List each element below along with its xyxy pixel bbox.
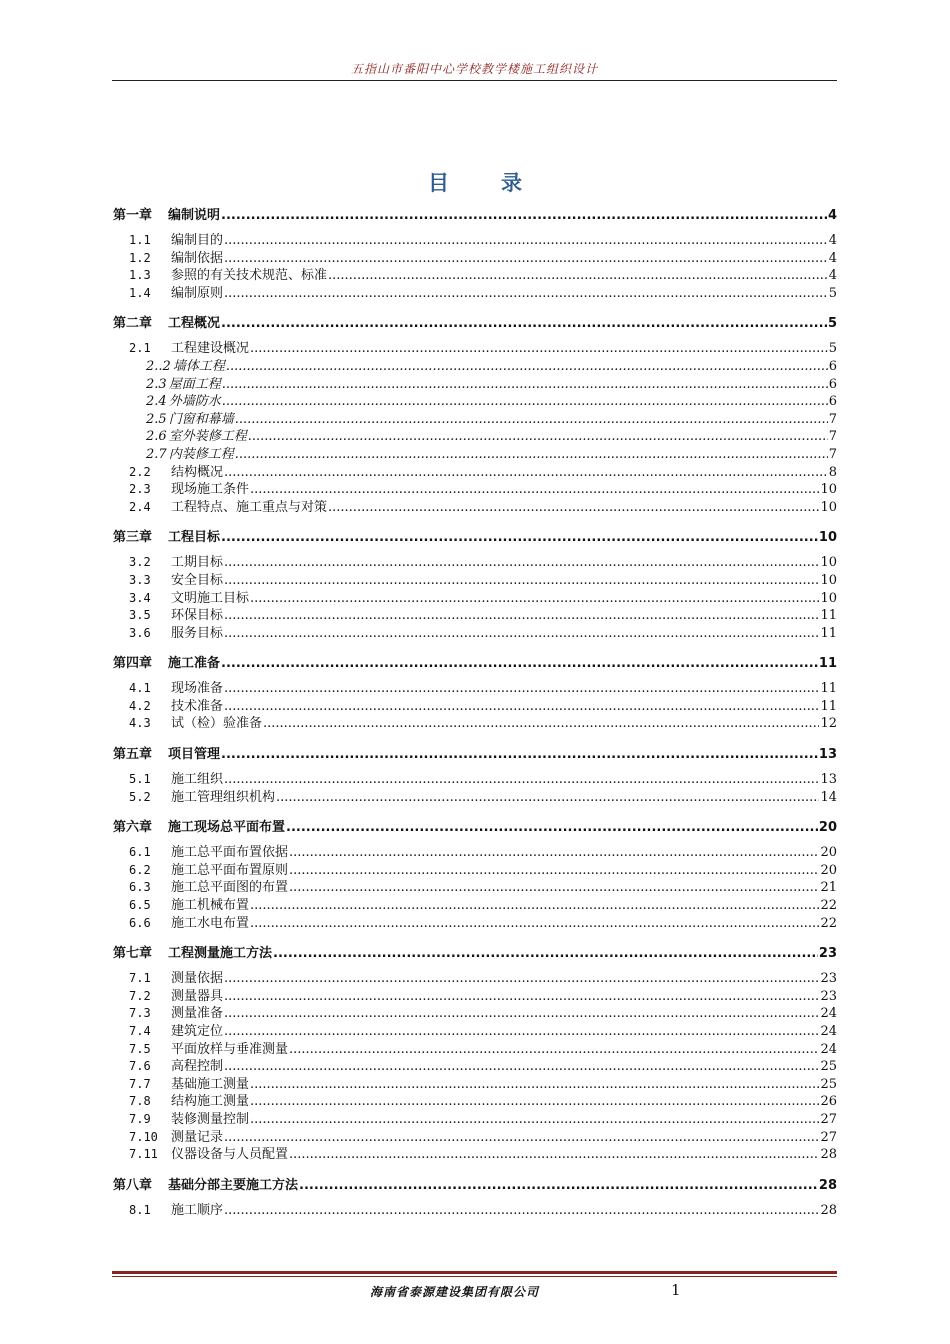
toc-entry-number: 8.1 xyxy=(129,1202,151,1217)
toc-entry-title: 外墙防水 xyxy=(168,394,221,410)
toc-section-row[interactable] xyxy=(113,1093,837,1111)
toc-section-row[interactable] xyxy=(113,1111,837,1129)
toc-entry-page: 10 xyxy=(820,482,837,498)
table-of-contents xyxy=(113,203,837,1219)
header-title: 五指山市番阳中心学校教学楼施工组织设计 xyxy=(350,62,598,76)
toc-section-row[interactable] xyxy=(113,915,837,933)
toc-dot-leader xyxy=(289,1146,819,1164)
toc-chapter-row[interactable] xyxy=(113,1177,837,1195)
toc-dot-leader xyxy=(224,464,828,482)
toc-section-row[interactable] xyxy=(113,250,837,268)
toc-chapter-row[interactable] xyxy=(113,945,837,963)
toc-entry-page: 11 xyxy=(820,608,837,624)
toc-section-row[interactable] xyxy=(113,1023,837,1041)
toc-gap xyxy=(113,806,837,815)
footer-rule-thick xyxy=(112,1271,837,1274)
toc-section-row[interactable] xyxy=(113,554,837,572)
toc-entry-page: 13 xyxy=(820,772,837,788)
toc-dot-leader xyxy=(250,1093,819,1111)
toc-entry-number: 2.7 xyxy=(146,446,167,462)
toc-entry-page: 6 xyxy=(828,358,837,374)
toc-dot-leader xyxy=(222,376,828,394)
toc-entry-title: 现场准备 xyxy=(171,681,224,697)
toc-dot-leader xyxy=(250,897,819,915)
toc-entry-number: 3.5 xyxy=(129,608,151,623)
toc-entry-page: 25 xyxy=(820,1076,837,1092)
toc-entry-number: 7.8 xyxy=(129,1094,151,1109)
toc-section-row[interactable] xyxy=(113,715,837,733)
toc-dot-leader xyxy=(221,655,818,673)
toc-entry-title: 参照的有关技术规范、标准 xyxy=(171,268,328,284)
toc-dot-leader xyxy=(224,554,819,572)
toc-entry-page: 27 xyxy=(820,1129,837,1145)
toc-entry-number: 6.5 xyxy=(129,898,151,913)
toc-entry-page: 23 xyxy=(818,946,837,962)
toc-section-row[interactable] xyxy=(113,680,837,698)
toc-chapter-row[interactable] xyxy=(113,315,837,333)
toc-entry-page: 11 xyxy=(820,681,837,697)
toc-dot-leader xyxy=(263,715,819,733)
toc-dot-leader xyxy=(224,1023,819,1041)
toc-dot-leader xyxy=(221,746,818,764)
toc-entry-number: 7.10 xyxy=(129,1129,158,1144)
toc-dot-leader xyxy=(235,411,828,429)
toc-entry-title: 测量记录 xyxy=(171,1129,224,1145)
toc-entry-number: 第四章 xyxy=(113,656,153,672)
toc-entry-number: 1.4 xyxy=(129,285,151,300)
toc-dot-leader xyxy=(224,698,819,716)
toc-section-row[interactable] xyxy=(113,879,837,897)
toc-entry-number: 第六章 xyxy=(113,820,153,836)
toc-entry-number: 7.9 xyxy=(129,1111,151,1126)
toc-title: 目录 xyxy=(428,171,574,195)
toc-section-row[interactable] xyxy=(113,607,837,625)
toc-entry-title: 施工顺序 xyxy=(171,1202,224,1218)
toc-entry-number: 5.1 xyxy=(129,772,151,787)
toc-dot-leader xyxy=(250,1076,819,1094)
toc-entry-number: 7.11 xyxy=(129,1147,158,1162)
toc-dot-leader xyxy=(273,945,818,963)
toc-entry-title: 测量依据 xyxy=(171,971,224,987)
toc-entry-title: 工程测量施工方法 xyxy=(168,946,273,962)
toc-entry-title: 服务目标 xyxy=(171,625,224,641)
toc-entry-title: 高程控制 xyxy=(171,1059,224,1075)
toc-entry-page: 28 xyxy=(820,1202,837,1218)
toc-entry-number: 6.3 xyxy=(129,880,151,895)
toc-section-row[interactable] xyxy=(113,340,837,358)
toc-entry-page: 26 xyxy=(820,1094,837,1110)
toc-entry-page: 28 xyxy=(820,1147,837,1163)
toc-entry-page: 10 xyxy=(820,572,837,588)
toc-entry-number: 第七章 xyxy=(113,946,153,962)
toc-section-row[interactable] xyxy=(113,844,837,862)
toc-entry-title: 施工机械布置 xyxy=(171,898,250,914)
toc-section-row[interactable] xyxy=(113,698,837,716)
toc-entry-title: 室外装修工程 xyxy=(168,429,247,445)
toc-entry-title: 测量准备 xyxy=(171,1006,224,1022)
toc-entry-page: 20 xyxy=(820,845,837,861)
toc-entry-page: 24 xyxy=(820,1024,837,1039)
toc-entry-title: 装修测量控制 xyxy=(171,1111,250,1127)
toc-dot-leader xyxy=(221,529,818,547)
toc-section-row[interactable] xyxy=(113,771,837,789)
toc-section-row[interactable] xyxy=(113,267,837,285)
toc-entry-number: 第八章 xyxy=(113,1177,153,1193)
toc-entry-page: 6 xyxy=(828,376,837,392)
toc-entry-number: 1.3 xyxy=(129,268,151,283)
toc-section-row[interactable] xyxy=(113,1146,837,1164)
toc-entry-number: 4.3 xyxy=(129,716,151,731)
toc-entry-number: 6.2 xyxy=(129,862,151,877)
toc-entry-number: 4.1 xyxy=(129,681,151,696)
toc-entry-title: 工程特点、施工重点与对策 xyxy=(171,499,328,515)
toc-dot-leader xyxy=(289,1041,819,1059)
toc-entry-title: 结构概况 xyxy=(171,464,224,480)
toc-entry-page: 4 xyxy=(828,268,837,284)
toc-dot-leader xyxy=(224,572,819,590)
toc-entry-page: 22 xyxy=(820,915,837,931)
page-header xyxy=(112,58,837,81)
toc-entry-number: 7.4 xyxy=(129,1024,151,1038)
toc-entry-page: 5 xyxy=(828,341,837,357)
toc-gap xyxy=(113,1164,837,1173)
toc-entry-page: 20 xyxy=(818,820,837,836)
toc-entry-title: 平面放样与垂准测量 xyxy=(171,1041,289,1057)
toc-entry-page: 21 xyxy=(820,880,837,896)
toc-chapter-row[interactable] xyxy=(113,529,837,547)
toc-entry-page: 12 xyxy=(820,716,837,732)
toc-entry-title: 墙体工程 xyxy=(172,358,225,374)
toc-entry-page: 11 xyxy=(820,698,837,714)
toc-dot-leader xyxy=(276,789,819,807)
toc-entry-title: 结构施工测量 xyxy=(171,1094,250,1110)
toc-entry-title: 施工准备 xyxy=(168,656,221,672)
toc-entry-page: 27 xyxy=(820,1111,837,1127)
toc-gap xyxy=(113,733,837,742)
toc-entry-number: 1.1 xyxy=(129,233,151,247)
toc-dot-leader xyxy=(250,340,828,358)
toc-entry-page: 11 xyxy=(818,656,837,672)
toc-entry-number: 2.3 xyxy=(146,376,167,392)
toc-entry-number: 7.3 xyxy=(129,1006,151,1021)
toc-dot-leader xyxy=(250,590,819,608)
toc-dot-leader xyxy=(286,819,818,837)
toc-section-row[interactable] xyxy=(113,970,837,988)
toc-chapter-row[interactable] xyxy=(113,819,837,837)
toc-entry-number: 3.2 xyxy=(129,555,151,570)
toc-sub-row[interactable] xyxy=(113,411,837,429)
toc-gap xyxy=(113,516,837,525)
toc-dot-leader xyxy=(224,625,819,643)
toc-entry-title: 施工组织 xyxy=(171,772,224,788)
toc-entry-title: 施工水电布置 xyxy=(171,915,250,931)
toc-entry-number: 2.6 xyxy=(146,429,167,445)
toc-entry-title: 仪器设备与人员配置 xyxy=(171,1147,289,1163)
toc-dot-leader xyxy=(224,1202,819,1220)
toc-entry-title: 施工总平面布置依据 xyxy=(171,845,289,861)
footer-company: 海南省泰源建设集团有限公司 xyxy=(370,1285,540,1299)
toc-section-row[interactable] xyxy=(113,499,837,517)
toc-entry-title: 屋面工程 xyxy=(168,376,221,392)
toc-sub-row[interactable] xyxy=(113,393,837,411)
toc-entry-page: 4 xyxy=(828,233,837,248)
toc-dot-leader xyxy=(224,1058,819,1076)
toc-section-row[interactable] xyxy=(113,1076,837,1094)
toc-entry-page: 11 xyxy=(820,625,837,641)
toc-entry-title: 编制依据 xyxy=(171,250,224,266)
toc-entry-number: 2.3 xyxy=(129,482,151,497)
toc-section-row[interactable] xyxy=(113,1005,837,1023)
toc-entry-title: 内装修工程 xyxy=(168,446,234,462)
toc-entry-page: 5 xyxy=(828,285,837,301)
toc-dot-leader xyxy=(224,285,828,303)
toc-dot-leader xyxy=(221,315,827,333)
toc-entry-number: 7.5 xyxy=(129,1041,151,1056)
toc-entry-number: 5.2 xyxy=(129,789,151,804)
toc-entry-number: 7.1 xyxy=(129,971,151,986)
toc-section-row[interactable] xyxy=(113,625,837,643)
toc-entry-page: 25 xyxy=(820,1059,837,1075)
toc-entry-title: 编制原则 xyxy=(171,285,224,301)
toc-entry-title: 试（检）验准备 xyxy=(171,716,263,732)
footer-rule-thin xyxy=(112,1276,837,1277)
toc-entry-page: 7 xyxy=(828,446,837,462)
toc-section-row[interactable] xyxy=(113,464,837,482)
toc-entry-number: 1.2 xyxy=(129,250,151,265)
toc-dot-leader xyxy=(224,988,819,1006)
toc-dot-leader xyxy=(221,207,827,225)
toc-entry-page: 10 xyxy=(818,530,837,546)
toc-dot-leader xyxy=(328,499,819,517)
toc-entry-page: 7 xyxy=(828,429,837,445)
toc-entry-page: 5 xyxy=(827,316,837,332)
toc-section-row[interactable] xyxy=(113,590,837,608)
toc-entry-title: 环保目标 xyxy=(171,608,224,624)
toc-section-row[interactable] xyxy=(113,1202,837,1220)
toc-dot-leader xyxy=(299,1177,818,1195)
toc-entry-title: 工程建设概况 xyxy=(171,341,250,357)
toc-entry-number: 2.4 xyxy=(129,499,151,514)
toc-sub-row[interactable] xyxy=(113,376,837,394)
toc-dot-leader xyxy=(235,446,828,464)
toc-entry-number: 3.4 xyxy=(129,590,151,605)
toc-entry-number: 2.1 xyxy=(129,341,151,356)
toc-dot-leader xyxy=(289,879,819,897)
toc-dot-leader xyxy=(289,844,819,862)
toc-entry-page: 4 xyxy=(827,208,837,223)
toc-dot-leader xyxy=(250,481,819,499)
toc-entry-title: 现场施工条件 xyxy=(171,482,250,498)
toc-entry-page: 13 xyxy=(818,747,837,763)
toc-gap xyxy=(113,932,837,941)
toc-entry-page: 8 xyxy=(828,464,837,480)
toc-entry-page: 28 xyxy=(818,1177,837,1193)
toc-section-row[interactable] xyxy=(113,481,837,499)
toc-dot-leader xyxy=(250,1111,819,1129)
toc-section-row[interactable] xyxy=(113,988,837,1006)
toc-entry-title: 测量器具 xyxy=(171,988,224,1004)
toc-entry-page: 23 xyxy=(820,971,837,987)
toc-entry-page: 22 xyxy=(820,898,837,914)
toc-entry-title: 工程目标 xyxy=(168,530,221,546)
toc-entry-title: 施工总平面布置原则 xyxy=(171,862,289,878)
toc-sub-row[interactable] xyxy=(113,358,837,376)
toc-dot-leader xyxy=(224,680,819,698)
toc-section-row[interactable] xyxy=(113,897,837,915)
toc-entry-title: 施工现场总平面布置 xyxy=(168,820,286,836)
toc-entry-page: 24 xyxy=(820,1006,837,1022)
toc-gap xyxy=(113,302,837,311)
toc-section-row[interactable] xyxy=(113,1058,837,1076)
toc-entry-number: 2.5 xyxy=(146,411,167,427)
toc-entry-title: 安全目标 xyxy=(171,572,224,588)
toc-dot-leader xyxy=(224,607,819,625)
toc-entry-number: 2..2 xyxy=(146,358,171,374)
toc-entry-page: 7 xyxy=(828,411,837,427)
toc-sub-row[interactable] xyxy=(113,428,837,446)
toc-entry-page: 24 xyxy=(820,1041,837,1057)
toc-entry-title: 门窗和幕墙 xyxy=(168,411,234,427)
toc-entry-page: 10 xyxy=(820,555,837,571)
toc-section-row[interactable] xyxy=(113,572,837,590)
toc-entry-page: 10 xyxy=(820,499,837,515)
toc-entry-title: 施工总平面图的布置 xyxy=(171,880,289,896)
toc-entry-title: 建筑定位 xyxy=(171,1024,224,1039)
toc-entry-number: 7.6 xyxy=(129,1059,151,1074)
toc-entry-number: 7.2 xyxy=(129,988,151,1003)
toc-entry-number: 第三章 xyxy=(113,530,153,546)
toc-entry-title: 编制说明 xyxy=(168,208,221,223)
toc-entry-number: 2.4 xyxy=(146,394,167,410)
toc-entry-number: 3.6 xyxy=(129,625,151,640)
toc-section-row[interactable] xyxy=(113,1041,837,1059)
toc-entry-page: 23 xyxy=(820,988,837,1004)
toc-dot-leader xyxy=(224,232,828,250)
toc-dot-leader xyxy=(226,358,828,376)
toc-entry-title: 编制目的 xyxy=(171,233,224,248)
toc-entry-title: 施工管理组织机构 xyxy=(171,789,276,805)
toc-entry-number: 第一章 xyxy=(113,208,153,223)
toc-chapter-row[interactable] xyxy=(113,746,837,764)
toc-entry-number: 第二章 xyxy=(113,316,153,332)
toc-entry-title: 基础分部主要施工方法 xyxy=(168,1177,299,1193)
toc-dot-leader xyxy=(224,250,828,268)
toc-entry-number: 6.1 xyxy=(129,845,151,860)
toc-entry-number: 2.2 xyxy=(129,464,151,479)
toc-gap xyxy=(113,642,837,651)
toc-entry-number: 第五章 xyxy=(113,747,153,763)
toc-entry-page: 6 xyxy=(828,394,837,410)
toc-dot-leader xyxy=(289,862,819,880)
toc-entry-number: 4.2 xyxy=(129,698,151,713)
toc-dot-leader xyxy=(328,267,828,285)
toc-entry-number: 3.3 xyxy=(129,572,151,587)
page-number: 1 xyxy=(671,1281,681,1299)
toc-dot-leader xyxy=(224,970,819,988)
toc-entry-title: 基础施工测量 xyxy=(171,1076,250,1092)
toc-section-row[interactable] xyxy=(113,789,837,807)
toc-dot-leader xyxy=(222,393,828,411)
toc-entry-title: 文明施工目标 xyxy=(171,590,250,606)
toc-entry-number: 7.7 xyxy=(129,1076,151,1091)
toc-dot-leader xyxy=(224,1005,819,1023)
toc-chapter-row[interactable] xyxy=(113,655,837,673)
toc-entry-title: 工程概况 xyxy=(168,316,221,332)
toc-section-row[interactable] xyxy=(113,862,837,880)
toc-entry-title: 技术准备 xyxy=(171,698,224,714)
toc-dot-leader xyxy=(224,771,819,789)
toc-section-row[interactable] xyxy=(113,1129,837,1147)
toc-chapter-row[interactable] xyxy=(113,207,837,225)
toc-entry-page: 14 xyxy=(820,789,837,805)
toc-entry-page: 10 xyxy=(820,590,837,606)
toc-entry-number: 6.6 xyxy=(129,915,151,930)
toc-section-row[interactable] xyxy=(113,232,837,250)
toc-sub-row[interactable] xyxy=(113,446,837,464)
toc-dot-leader xyxy=(224,1129,819,1147)
toc-entry-page: 4 xyxy=(828,250,837,266)
toc-dot-leader xyxy=(250,915,819,933)
toc-section-row[interactable] xyxy=(113,285,837,303)
toc-entry-title: 项目管理 xyxy=(168,747,221,763)
toc-entry-title: 工期目标 xyxy=(171,555,224,571)
toc-entry-page: 20 xyxy=(820,862,837,878)
toc-dot-leader xyxy=(248,428,828,446)
